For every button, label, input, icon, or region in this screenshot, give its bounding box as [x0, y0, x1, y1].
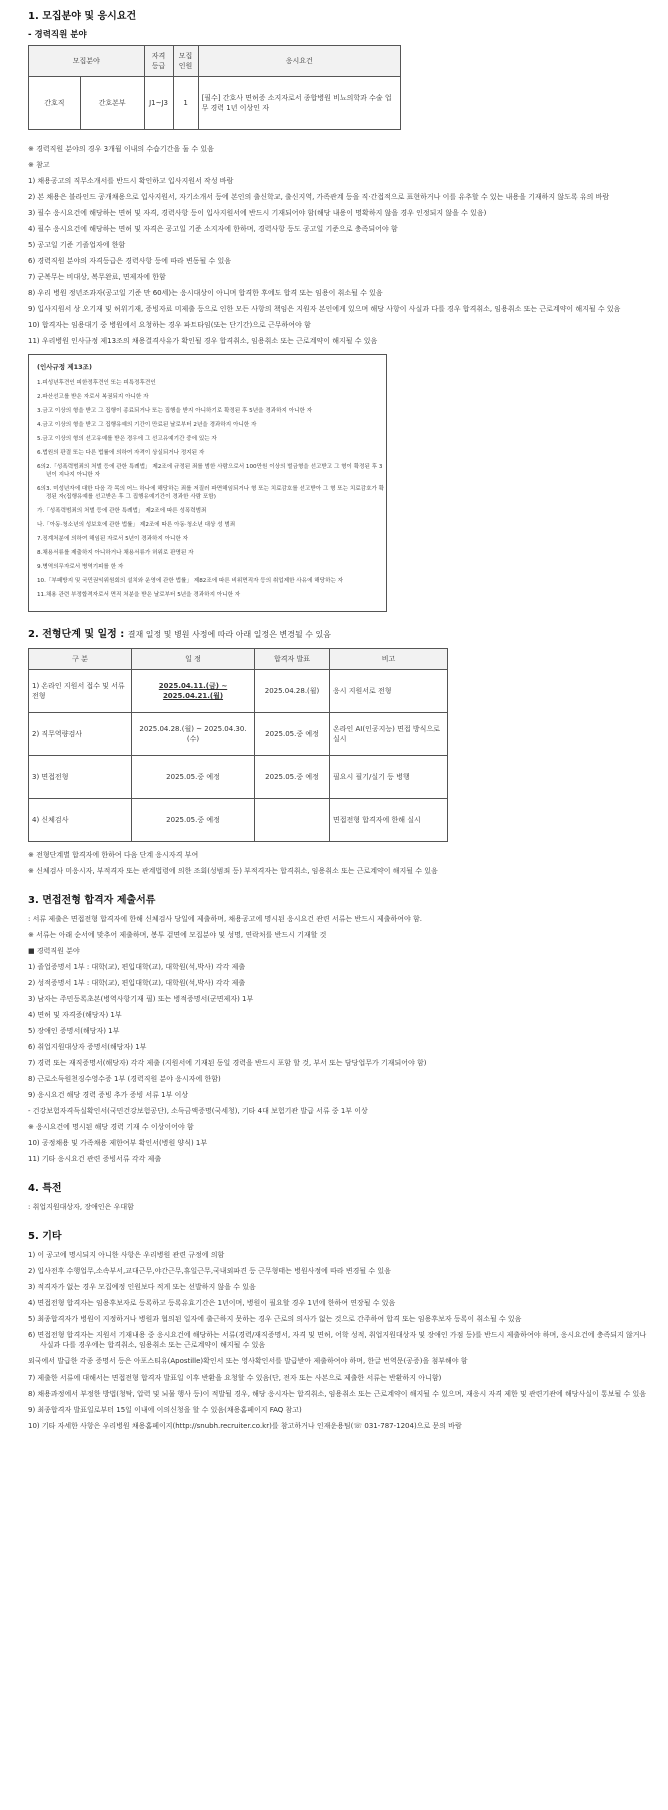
list-item: 6) 취업지원대상자 증명서(해당자) 1부 — [28, 1043, 147, 1051]
table-cell: 4) 신체검사 — [29, 799, 132, 842]
list-item: ※ 경력직원 분야의 경우 3개월 이내의 수습기간을 둘 수 있음 — [28, 145, 214, 153]
list-item: 3) 적격자가 없는 경우 모집예정 인원보다 적게 또는 선발하지 않을 수 있음 — [28, 1283, 256, 1291]
table-cell: 2025.04.28.(월) — [255, 670, 330, 713]
hr-regulation-box — [28, 354, 387, 612]
box-item: 8.채용서류를 제출하지 아니하거나 채용서류가 허위로 판명된 자 — [37, 550, 194, 556]
list-item: ※ 서류는 아래 순서에 맞추어 제출하며, 봉투 겉면에 모집분야 및 성명, 연락처를 반드시 기재할 것 — [28, 931, 327, 939]
list-item: : 서류 제출은 면접전형 합격자에 한해 신체검사 당일에 제출하며, 채용공고에 명시된 응시요건 관련 서류는 반드시 제출하여야 함. — [28, 915, 423, 923]
section-4 — [28, 1182, 652, 1212]
list-item: 1) 졸업증명서 1부 : 대학(교), 편입대학(교), 대학원(석,박사) 각각 제출 — [28, 963, 246, 971]
list-item: 1) 채용공고의 직무소개서를 반드시 확인하고 입사지원서 작성 바람 — [28, 177, 234, 185]
section-5 — [28, 1230, 652, 1431]
list-item: 9) 응시요건 해당 경력 증빙 추가 증빙 서류 1부 이상 — [28, 1091, 189, 1099]
section-1-subheading: - 경력직원 분야 — [28, 30, 87, 40]
table-header: 구 분 — [29, 649, 132, 670]
table-cell: [필수] 간호사 면허증 소지자로서 종합병원 비뇨의학과 수술 업무 경력 1년 이상인 자 — [198, 77, 400, 130]
list-item: 8) 우리 병원 정년조과자(공고일 기준 만 60세)는 응시대상이 아니며 합격한 후에도 합격 또는 임용이 취소될 수 있음 — [28, 289, 383, 297]
box-item: 6의2.「성폭력범죄의 처벌 등에 관한 특례법」 제2조에 규정된 죄를 범한 사람으로서 100만원 이상의 벌금형을 선고받고 그 형이 확정된 후 3년이 지나지 아니한 자 — [37, 464, 383, 478]
list-item: 2) 입사전후 수행업무,소속부서,교대근무,야간근무,휴일근무,국내외파견 등 근무형태는 병원사정에 따라 변경될 수 있음 — [28, 1267, 391, 1275]
table-cell: 2025.05.중 예정 — [255, 713, 330, 756]
list-item: 2) 본 채용은 블라인드 공개채용으로 입사지원서, 자기소개서 등에 본인의 출신학교, 출신지역, 가족관계 등을 직·간접적으로 표현하거나 이를 유추할 수 있는 내용을 기재하지 않도록 유의 바람 — [28, 193, 610, 201]
list-item: 5) 최종합격자가 병원이 지정하거나 병원과 협의된 일자에 출근하지 못하는 경우 근로의 의사가 없는 것으로 간주하여 합격 또는 임용후보자 등록이 취소될 수 있음 — [28, 1315, 522, 1323]
box-item: 5.금고 이상의 형의 선고유예를 받은 경우에 그 선고유예기간 중에 있는 자 — [37, 436, 217, 442]
table-cell: 면접전형 합격자에 한해 실시 — [330, 799, 448, 842]
table-cell: 필요시 필기/실기 등 병행 — [330, 756, 448, 799]
list-item: 9) 입사지원서 상 오기재 및 허위기재, 증빙자료 미제출 등으로 인한 모든 사항의 책임은 지원자 본인에게 있으며 해당 사항이 사실과 다를 경우 합격취소, 임용취소 또는 근로계약이 해지될 수 있음 — [28, 305, 621, 313]
list-item: 5) 장애인 증명서(해당자) 1부 — [28, 1027, 120, 1035]
table-cell: 2025.04.11.(금) ~ 2025.04.21.(월) — [132, 670, 255, 713]
table-row — [29, 756, 448, 799]
section-5-heading: 5. 기타 — [28, 1231, 62, 1242]
list-item: 4) 면허 및 자격증(해당자) 1부 — [28, 1011, 122, 1019]
schedule-table — [28, 648, 448, 842]
list-item: 6) 면접전형 합격자는 지원서 기재내용 중 응시요건에 해당하는 서류(경력/재직증명서, 자격 및 면허, 어학 성적, 취업지원대상자 및 장애인 가점 등)를 반드시 제출하여야 하며, 응시요건에 충족되지 않거나 사실과 다를 경우에는 합격취소, 임용취소 또는 근로계약이 해지될 수 있음 — [28, 1331, 647, 1349]
table-cell: 간호본부 — [80, 77, 144, 130]
table-cell: 2025.05.중 예정 — [255, 756, 330, 799]
list-item: 7) 군복무는 비대상, 복무완료, 면제자에 한함 — [28, 273, 166, 281]
box-item: 가.「성폭력범죄의 처벌 등에 관한 특례법」 제2조에 따른 성폭력범죄 — [37, 508, 207, 514]
list-item: 11) 우리병원 인사규정 제13조의 채용결격사유가 확인될 경우 합격취소, 임용취소 또는 근로계약이 해지될 수 있음 — [28, 337, 378, 345]
section-2-title: 2. 전형단계 및 일정 : — [28, 629, 125, 640]
table-row — [29, 670, 448, 713]
box-item: 6.법원의 판결 또는 다른 법률에 의하여 자격이 상실되거나 정지된 자 — [37, 450, 205, 456]
list-item: 6) 경력직원 분야의 자격등급은 경력사항 등에 따라 변동될 수 있음 — [28, 257, 232, 265]
list-item: 7) 경력 또는 재직증명서(해당자) 각각 제출 (지원서에 기재된 동일 경력을 반드시 포함 할 것, 부서 또는 담당업무가 기재되어야 함) — [28, 1059, 427, 1067]
box-item: 9.병역의무자로서 병역기피를 한 자 — [37, 564, 124, 570]
list-item: ※ 응시요건에 명시된 해당 경력 기재 수 이상이어야 함 — [28, 1123, 194, 1131]
box-item: 4.금고 이상의 형을 받고 그 집행유예의 기간이 만료된 날로부터 2년을 경과하지 아니한 자 — [37, 422, 257, 428]
table-header: 일 정 — [132, 649, 255, 670]
list-item: 외국에서 발급한 각종 증명서 등은 아포스티유(Apostille)확인서 또는 영사확인서를 발급받아 제출하여야 하며, 한글 번역문(공증)을 첨부해야 함 — [28, 1357, 468, 1365]
section-3-heading: 3. 면접전형 합격자 제출서류 — [28, 895, 156, 906]
table-header-row — [29, 46, 401, 77]
section-1-heading: 1. 모집분야 및 응시요건 — [28, 11, 137, 22]
table-cell: 2025.04.28.(월) ~ 2025.04.30.(수) — [132, 713, 255, 756]
box-item: 3.금고 이상의 형을 받고 그 집행이 종료되거나 또는 집행을 받지 아니하기로 확정된 후 5년을 경과하지 아니한 자 — [37, 408, 313, 414]
table-cell: 3) 면접전형 — [29, 756, 132, 799]
list-item: 4) 필수 응시요건에 해당하는 면허 및 자격은 공고일 기준 소지자에 한하며, 경력사항 등도 공고일 기준으로 충족되어야 함 — [28, 225, 398, 233]
table-cell: 2025.05.중 예정 — [132, 799, 255, 842]
table-cell: 1 — [173, 77, 198, 130]
table-row — [29, 799, 448, 842]
box-item: 10.「부패방지 및 국민권익위원회의 설치와 운영에 관한 법률」 제82조에 따른 비위면직자 등의 취업제한 사유에 해당하는 자 — [37, 578, 344, 584]
list-item: 3) 남자는 주민등록초본(병역사항기재 필) 또는 병적증명서(군면제자) 1부 — [28, 995, 254, 1003]
table-cell: J1~J3 — [144, 77, 173, 130]
list-item: 11) 기타 응시요건 관련 증빙서류 각각 제출 — [28, 1155, 162, 1163]
list-item: ■ 경력직원 분야 — [28, 947, 80, 955]
list-item: 9) 최종합격자 발표일로부터 15일 이내에 이의신청을 할 수 있음(채용홈페이지 FAQ 참고) — [28, 1406, 302, 1414]
list-item: 8) 근로소득원천징수영수증 1부 (경력직원 분야 응시자에 한함) — [28, 1075, 221, 1083]
table-row — [29, 77, 401, 130]
table-header: 모집 인원 — [173, 46, 198, 77]
list-item: 3) 필수 응시요건에 해당하는 면허 및 자격, 경력사항 등이 입사지원서에 반드시 기재되어야 함(해당 내용이 명확하지 않을 경우 인정되지 않을 수 있음) — [28, 209, 487, 217]
table-row — [29, 713, 448, 756]
list-item: 7) 제출한 서류에 대해서는 면접전형 합격자 발표일 이후 반환을 요청할 수 있음(단, 전자 또는 사본으로 제출한 서류는 반환하지 아니함) — [28, 1374, 442, 1382]
table-cell: 2025.05.중 예정 — [132, 756, 255, 799]
box-item: 2.파산선고를 받은 자로서 복권되지 아니한 자 — [37, 394, 149, 400]
section-4-heading: 4. 특전 — [28, 1183, 62, 1194]
section-1-notes — [28, 144, 652, 346]
list-item: ※ 참고 — [28, 161, 50, 169]
section-2-heading — [28, 628, 652, 641]
table-header: 비고 — [330, 649, 448, 670]
table-cell: 간호직 — [29, 77, 81, 130]
list-item: 4) 면접전형 합격자는 임용후보자로 등록하고 등록유효기간은 1년이며, 병원이 필요할 경우 1년에 한하여 연장될 수 있음 — [28, 1299, 396, 1307]
list-item: ※ 신체검사 미응시자, 부적격자 또는 관계법령에 의한 조회(성범죄 등) 부적격자는 합격취소, 임용취소 또는 근로계약이 해지될 수 있음 — [28, 867, 438, 875]
table-header: 합격자 발표 — [255, 649, 330, 670]
table-cell: 1) 온라인 지원서 접수 및 서류전형 — [29, 670, 132, 713]
box-item: 11.채용 관련 부정합격자로서 면직 처분을 받은 날로부터 5년을 경과하지 아니한 자 — [37, 592, 241, 598]
positions-table — [28, 45, 401, 130]
list-item: 10) 기타 자세한 사항은 우리병원 채용홈페이지(http://snubh.recruiter.co.kr)를 참고하거나 인재운용팀(☏ 031-787-1204)으로 문의 바람 — [28, 1422, 462, 1430]
list-item: 2) 성적증명서 1부 : 대학(교), 편입대학(교), 대학원(석,박사) 각각 제출 — [28, 979, 246, 987]
section-2-subtitle: 결재 일정 및 병원 사정에 따라 아래 일정은 변경될 수 있음 — [127, 630, 331, 639]
list-item: 8) 채용과정에서 부정한 방법(청탁, 압력 및 뇌물 행사 등)이 적발될 경우, 해당 응시자는 합격취소, 임용취소 또는 근로계약이 해지될 수 있으며, 재응시 자격 제한 및 관련기관에 해당사실이 통보될 수 있음 — [28, 1390, 647, 1398]
table-header: 응시요건 — [198, 46, 400, 77]
list-item: 10) 공정채용 및 가족채용 제한여부 확인서(병원 양식) 1부 — [28, 1139, 208, 1147]
table-header-row — [29, 649, 448, 670]
box-item: 1.피성년후견인 피한정후견인 또는 피특정후견인 — [37, 380, 156, 386]
section-3 — [28, 894, 652, 1164]
table-cell: 2) 직무역량검사 — [29, 713, 132, 756]
section-4-text: : 취업지원대상자, 장애인은 우대함 — [28, 1203, 134, 1211]
table-cell — [255, 799, 330, 842]
box-item: 나.「아동·청소년의 성보호에 관한 법률」 제2조에 따른 아동·청소년 대상 성 범죄 — [37, 522, 236, 528]
table-cell: 온라인 AI(인공지능) 면접 방식으로 실시 — [330, 713, 448, 756]
list-item: 5) 공고일 기준 기졸업자에 한함 — [28, 241, 126, 249]
list-item: - 건강보험자격득실확인서(국민건강보험공단), 소득금액증명(국세청), 기타 4대 보험기관 발급 서류 중 1부 이상 — [28, 1107, 368, 1115]
table-cell: 응시 지원서로 전형 — [330, 670, 448, 713]
section-2-notes — [28, 850, 652, 876]
table-header: 모집분야 — [29, 46, 145, 77]
list-item: ※ 전형단계별 합격자에 한하여 다음 단계 응시자격 부여 — [28, 851, 199, 859]
table-header: 자격 등급 — [144, 46, 173, 77]
list-item: 10) 합격자는 임용대기 중 병원에서 요청하는 경우 파트타임(또는 단기간)으로 근무하여야 함 — [28, 321, 311, 329]
box-title: (인사규정 제13조) — [37, 363, 92, 371]
list-item: 1) 이 공고에 명시되지 아니한 사항은 우리병원 관련 규정에 의함 — [28, 1251, 225, 1259]
box-item: 6의3. 미성년자에 대한 다음 각 목의 어느 하나에 해당하는 죄를 저질러 파면해임되거나 형 또는 치료감호를 선고받아 그 형 또는 치료감호가 확정된 자(집행유예를 선고받은 후 그 집행유예기간이 경과한 사람 포함) — [37, 486, 385, 500]
box-item: 7.징계처분에 의하여 해임된 자로서 5년이 경과하지 아니한 자 — [37, 536, 189, 542]
